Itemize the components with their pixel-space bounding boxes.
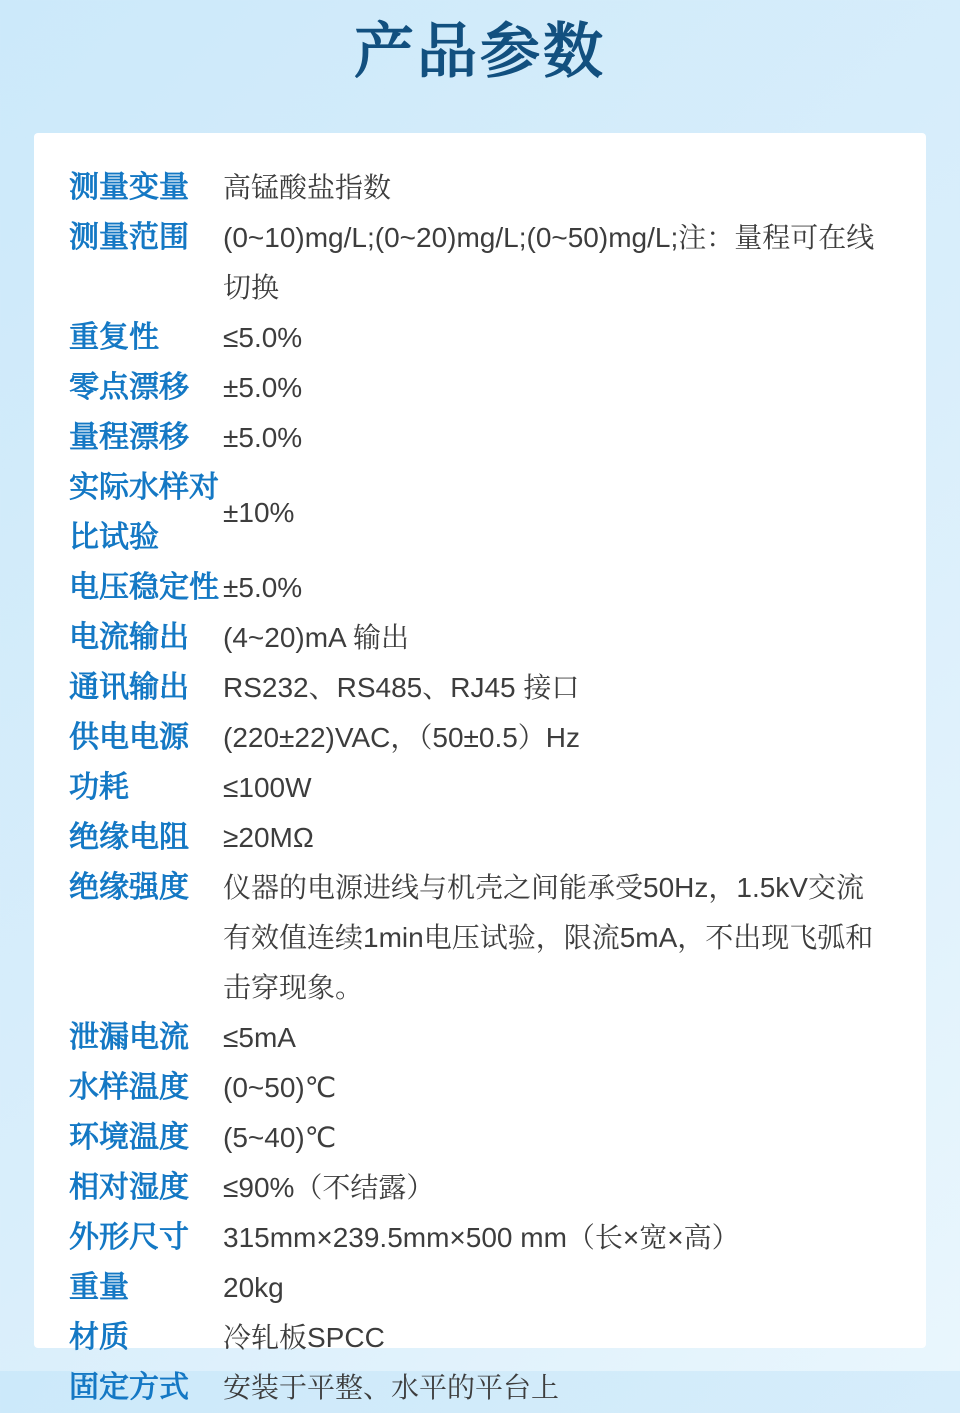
spec-row bbox=[69, 613, 891, 663]
spec-value: ≤5.0% bbox=[223, 322, 303, 353]
spec-value: 冷轧板SPCC bbox=[223, 1322, 385, 1353]
spec-row bbox=[69, 413, 891, 463]
spec-row bbox=[69, 1163, 891, 1213]
spec-label: 相对湿度 bbox=[69, 1171, 189, 1204]
spec-label: 固定方式 bbox=[69, 1371, 189, 1404]
spec-value: ≤90%（不结露） bbox=[223, 1172, 435, 1203]
spec-row bbox=[69, 1113, 891, 1163]
spec-row bbox=[69, 563, 891, 613]
spec-label: 泄漏电流 bbox=[69, 1021, 189, 1054]
spec-label: 通讯输出 bbox=[69, 671, 189, 704]
spec-label: 材质 bbox=[69, 1321, 129, 1354]
spec-label: 电压稳定性 bbox=[69, 571, 219, 604]
spec-row bbox=[69, 213, 891, 313]
spec-value: 仪器的电源进线与机壳之间能承受50Hz，1.5kV交流有效值连续1min电压试验，限流5mA，不出现飞弧和击穿现象。 bbox=[223, 872, 874, 1003]
spec-row bbox=[69, 1363, 891, 1413]
spec-row bbox=[69, 163, 891, 213]
spec-row bbox=[69, 363, 891, 413]
spec-row bbox=[69, 863, 891, 1013]
spec-value: ±5.0% bbox=[223, 422, 303, 453]
spec-value: (0~10)mg/L;(0~20)mg/L;(0~50)mg/L;注：量程可在线切换 bbox=[223, 222, 875, 303]
spec-label: 重复性 bbox=[69, 321, 159, 354]
spec-value: 20kg bbox=[223, 1272, 284, 1303]
spec-value: 安装于平整、水平的平台上 bbox=[223, 1372, 560, 1403]
spec-table bbox=[69, 163, 891, 1413]
spec-label: 外形尺寸 bbox=[69, 1221, 189, 1254]
spec-row bbox=[69, 313, 891, 363]
spec-label: 功耗 bbox=[69, 771, 129, 804]
spec-value: 315mm×239.5mm×500 mm（长×宽×高） bbox=[223, 1222, 740, 1253]
spec-label: 测量范围 bbox=[69, 221, 189, 254]
spec-value: (220±22)VAC，（50±0.5）Hz bbox=[223, 722, 581, 753]
spec-value: (0~50)℃ bbox=[223, 1072, 337, 1103]
spec-row bbox=[69, 813, 891, 863]
spec-row bbox=[69, 763, 891, 813]
spec-card bbox=[34, 133, 926, 1404]
spec-value: (4~20)mA 输出 bbox=[223, 622, 409, 653]
spec-value: ±5.0% bbox=[223, 572, 303, 603]
spec-row bbox=[69, 663, 891, 713]
spec-label: 测量变量 bbox=[69, 171, 189, 204]
spec-label: 绝缘强度 bbox=[69, 871, 189, 904]
spec-row bbox=[69, 1313, 891, 1363]
spec-row bbox=[69, 1213, 891, 1263]
spec-label: 重量 bbox=[69, 1271, 129, 1304]
spec-label: 量程漂移 bbox=[69, 421, 189, 454]
spec-row bbox=[69, 1013, 891, 1063]
spec-row bbox=[69, 713, 891, 763]
spec-label: 零点漂移 bbox=[69, 371, 189, 404]
spec-label: 环境温度 bbox=[69, 1121, 189, 1154]
spec-value: ≤100W bbox=[223, 772, 312, 803]
spec-label: 供电电源 bbox=[69, 721, 189, 754]
spec-label: 绝缘电阻 bbox=[69, 821, 189, 854]
spec-value: ≤5mA bbox=[223, 1022, 296, 1053]
spec-value: ≥20MΩ bbox=[223, 822, 314, 853]
spec-value: RS232、RS485、RJ45 接口 bbox=[223, 672, 580, 703]
spec-value: 高锰酸盐指数 bbox=[223, 172, 392, 203]
spec-row bbox=[69, 463, 891, 563]
spec-value: ±10% bbox=[223, 497, 295, 528]
page-title: 产品参数 bbox=[354, 18, 606, 85]
spec-value: ±5.0% bbox=[223, 372, 303, 403]
spec-label: 实际水样对比试验 bbox=[69, 471, 219, 554]
spec-row bbox=[69, 1263, 891, 1313]
spec-label: 电流输出 bbox=[69, 621, 189, 654]
spec-row bbox=[69, 1063, 891, 1113]
spec-value: (5~40)℃ bbox=[223, 1122, 337, 1153]
spec-label: 水样温度 bbox=[69, 1071, 189, 1104]
